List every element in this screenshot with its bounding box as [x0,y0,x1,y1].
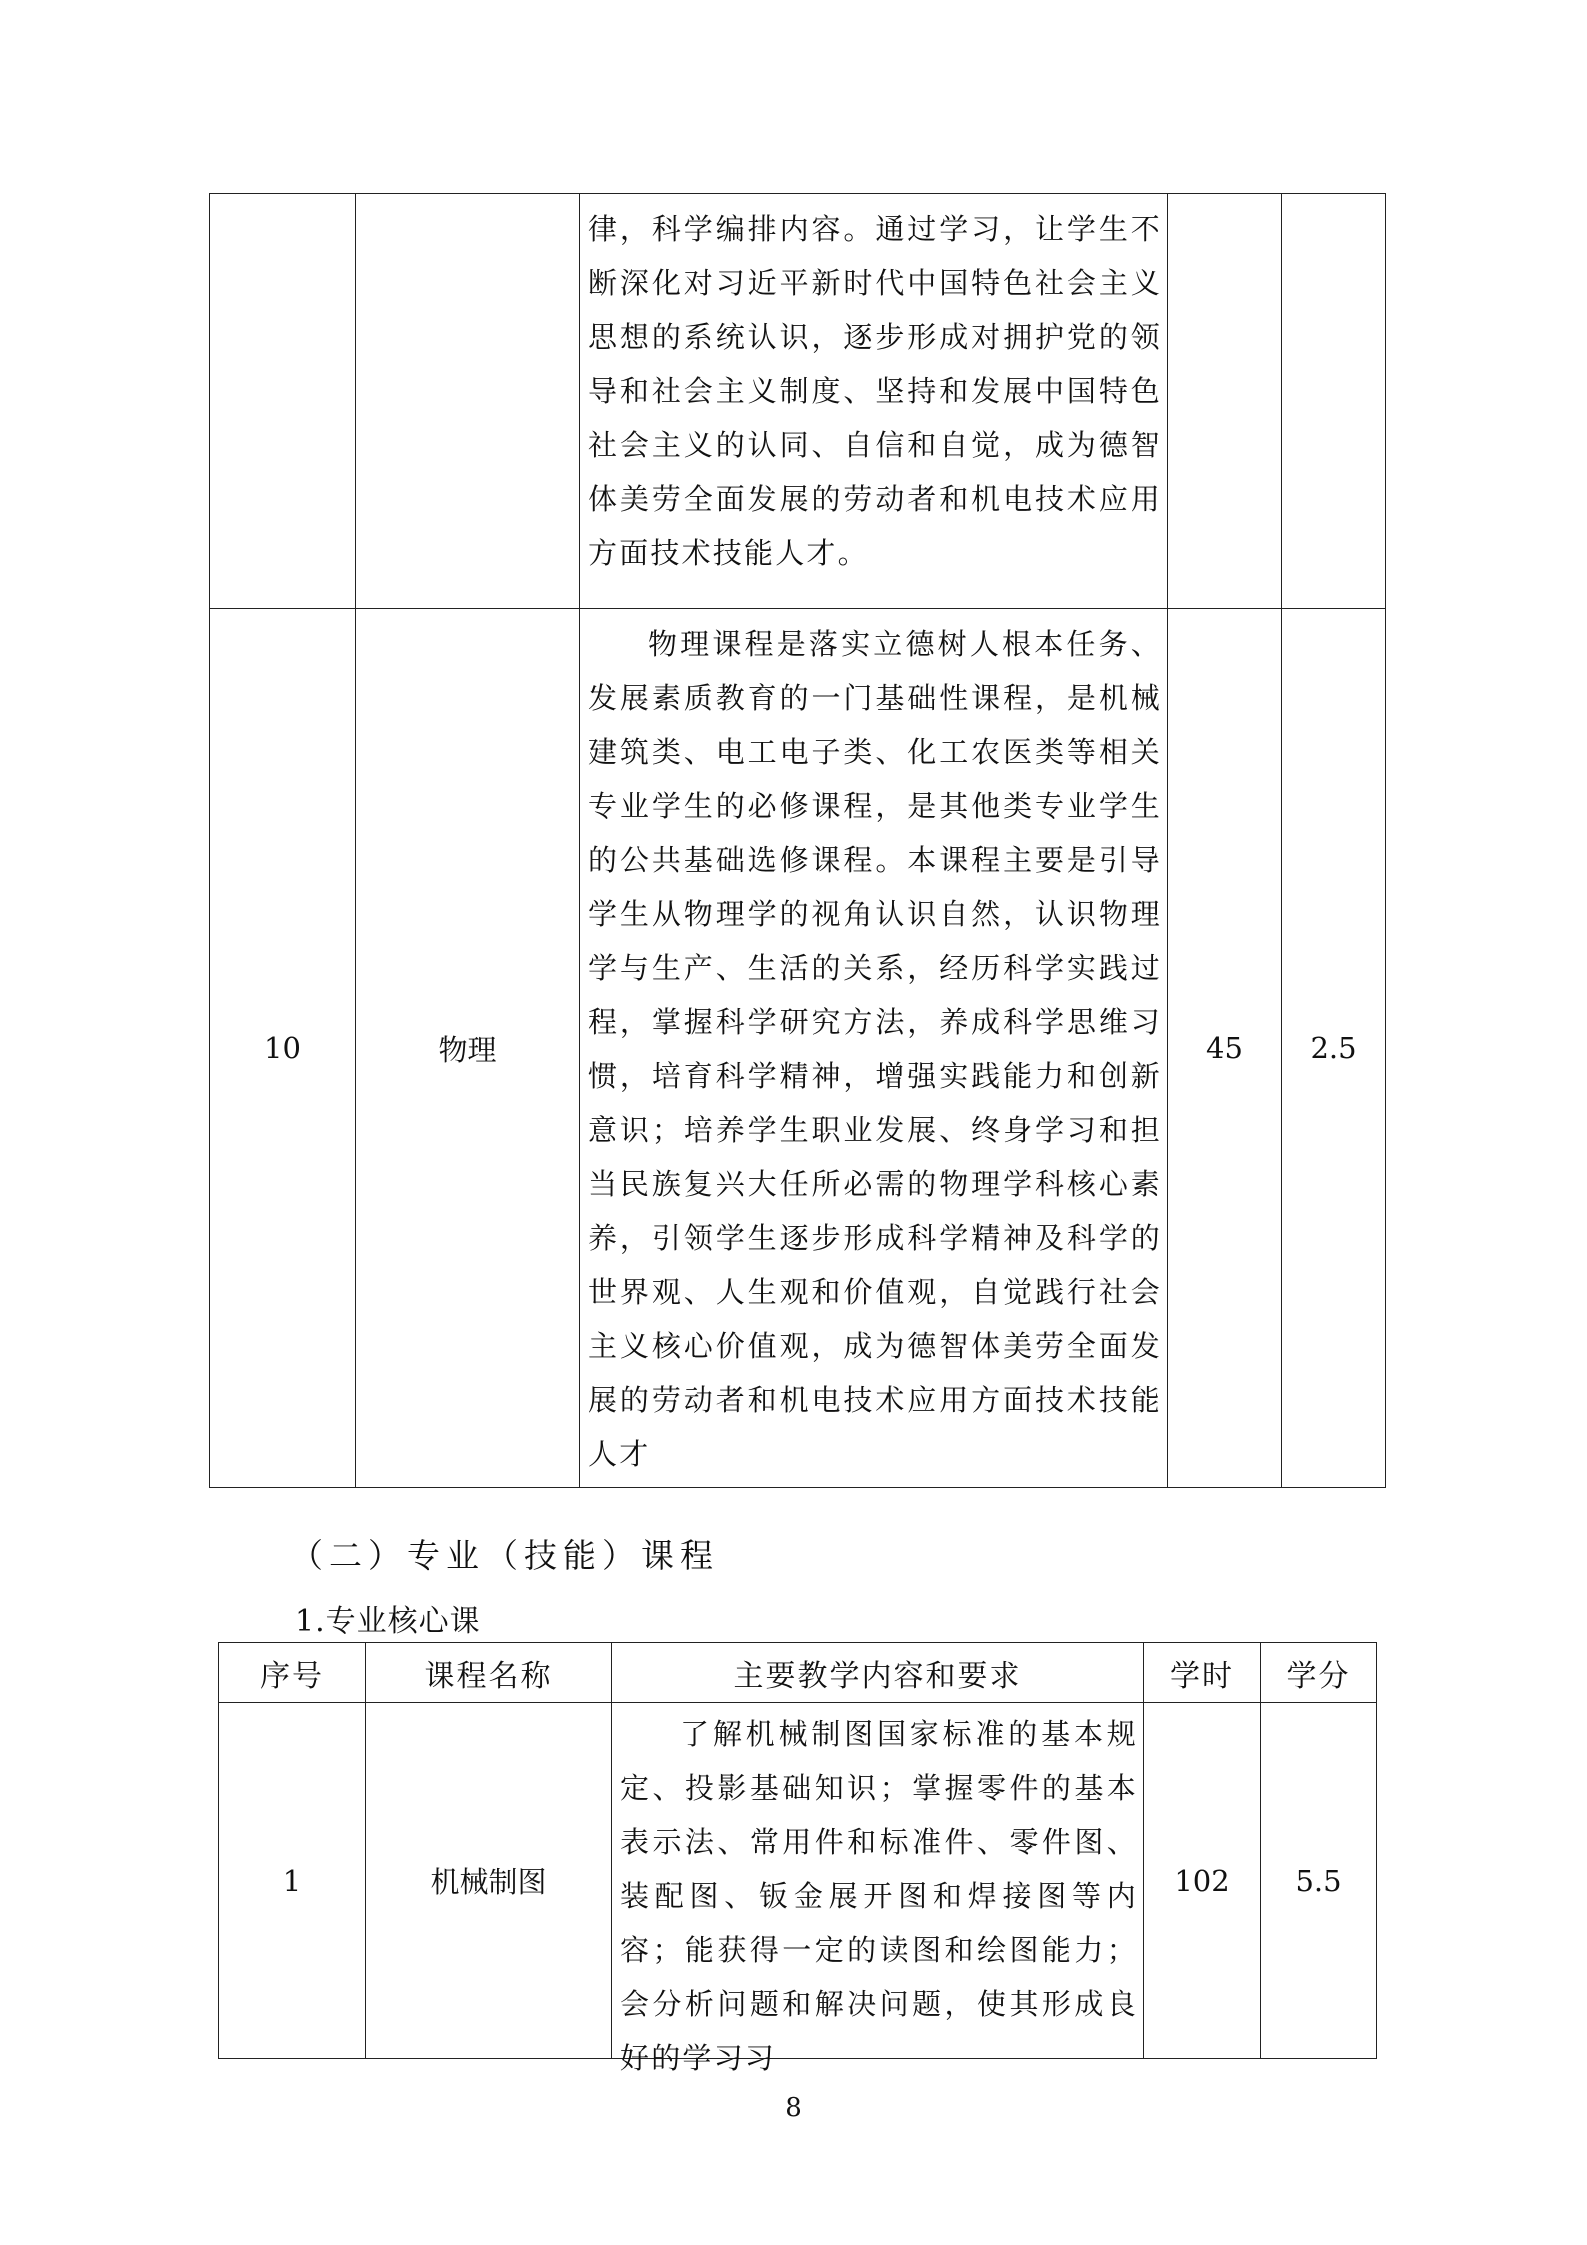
core-course-table [218,1642,1377,2075]
course-hours [1168,194,1282,609]
table-header-row [219,1643,1377,1703]
page-number: 8 [785,2093,802,2123]
header-index: 序号 [219,1643,366,1703]
header-credits: 学分 [1261,1643,1377,1703]
course-name: 机械制图 [366,1703,612,2059]
section-heading: （二）专业（技能）课程 [290,1536,719,1575]
row-index [210,194,356,609]
table-row [219,1703,1377,2059]
subsection-heading: 1.专业核心课 [295,1604,481,1639]
course-description [612,1703,1144,2075]
course-name: 物理 [356,609,580,1488]
description-text: 律，科学编排内容。通过学习，让学生不断深化对习近平新时代中国特色社会主义思想的系统认识，逐步形成对拥护党的领导和社会主义制度、坚持和发展中国特色社会主义的认同、自信和自觉，成为德智体美劳全面发展的劳动者和机电技术应用方面技术技能人才。 [588,212,1162,570]
course-hours: 45 [1168,609,1282,1488]
course-credits: 2.5 [1282,609,1386,1488]
table-row [210,609,1386,1488]
table-row [210,194,1386,609]
row-index: 10 [210,609,356,1488]
description-text: 了解机械制图国家标准的基本规定、投影基础知识；掌握零件的基本表示法、常用件和标准件、零件图、装配图、钣金展开图和焊接图等内容；能获得一定的读图和绘图能力；会分析问题和解决问题，使其形成良好的学习习 [620,1717,1138,2075]
course-table-continued [209,193,1386,1488]
course-credits [1282,194,1386,609]
header-content: 主要教学内容和要求 [612,1643,1144,1703]
header-hours: 学时 [1144,1643,1261,1703]
course-name [356,194,580,609]
course-credits: 5.5 [1261,1703,1377,2059]
header-course-name: 课程名称 [366,1643,612,1703]
course-hours: 102 [1144,1703,1261,2059]
course-description [580,609,1168,1488]
row-index: 1 [219,1703,366,2059]
description-text: 物理课程是落实立德树人根本任务、发展素质教育的一门基础性课程，是机械建筑类、电工电子类、化工农医类等相关专业学生的必修课程，是其他类专业学生的公共基础选修课程。本课程主要是引导学生从物理学的视角认识自然，认识物理学与生产、生活的关系，经历科学实践过程，掌握科学研究方法，养成科学思维习惯，培育科学精神，增强实践能力和创新意识；培养学生职业发展、终身学习和担当民族复兴大任所必需的物理学科核心素养，引领学生逐步形成科学精神及科学的世界观、人生观和价值观，自觉践行社会主义核心价值观，成为德智体美劳全面发展的劳动者和机电技术应用方面技术技能人才 [588,627,1162,1471]
course-description [580,194,1168,609]
